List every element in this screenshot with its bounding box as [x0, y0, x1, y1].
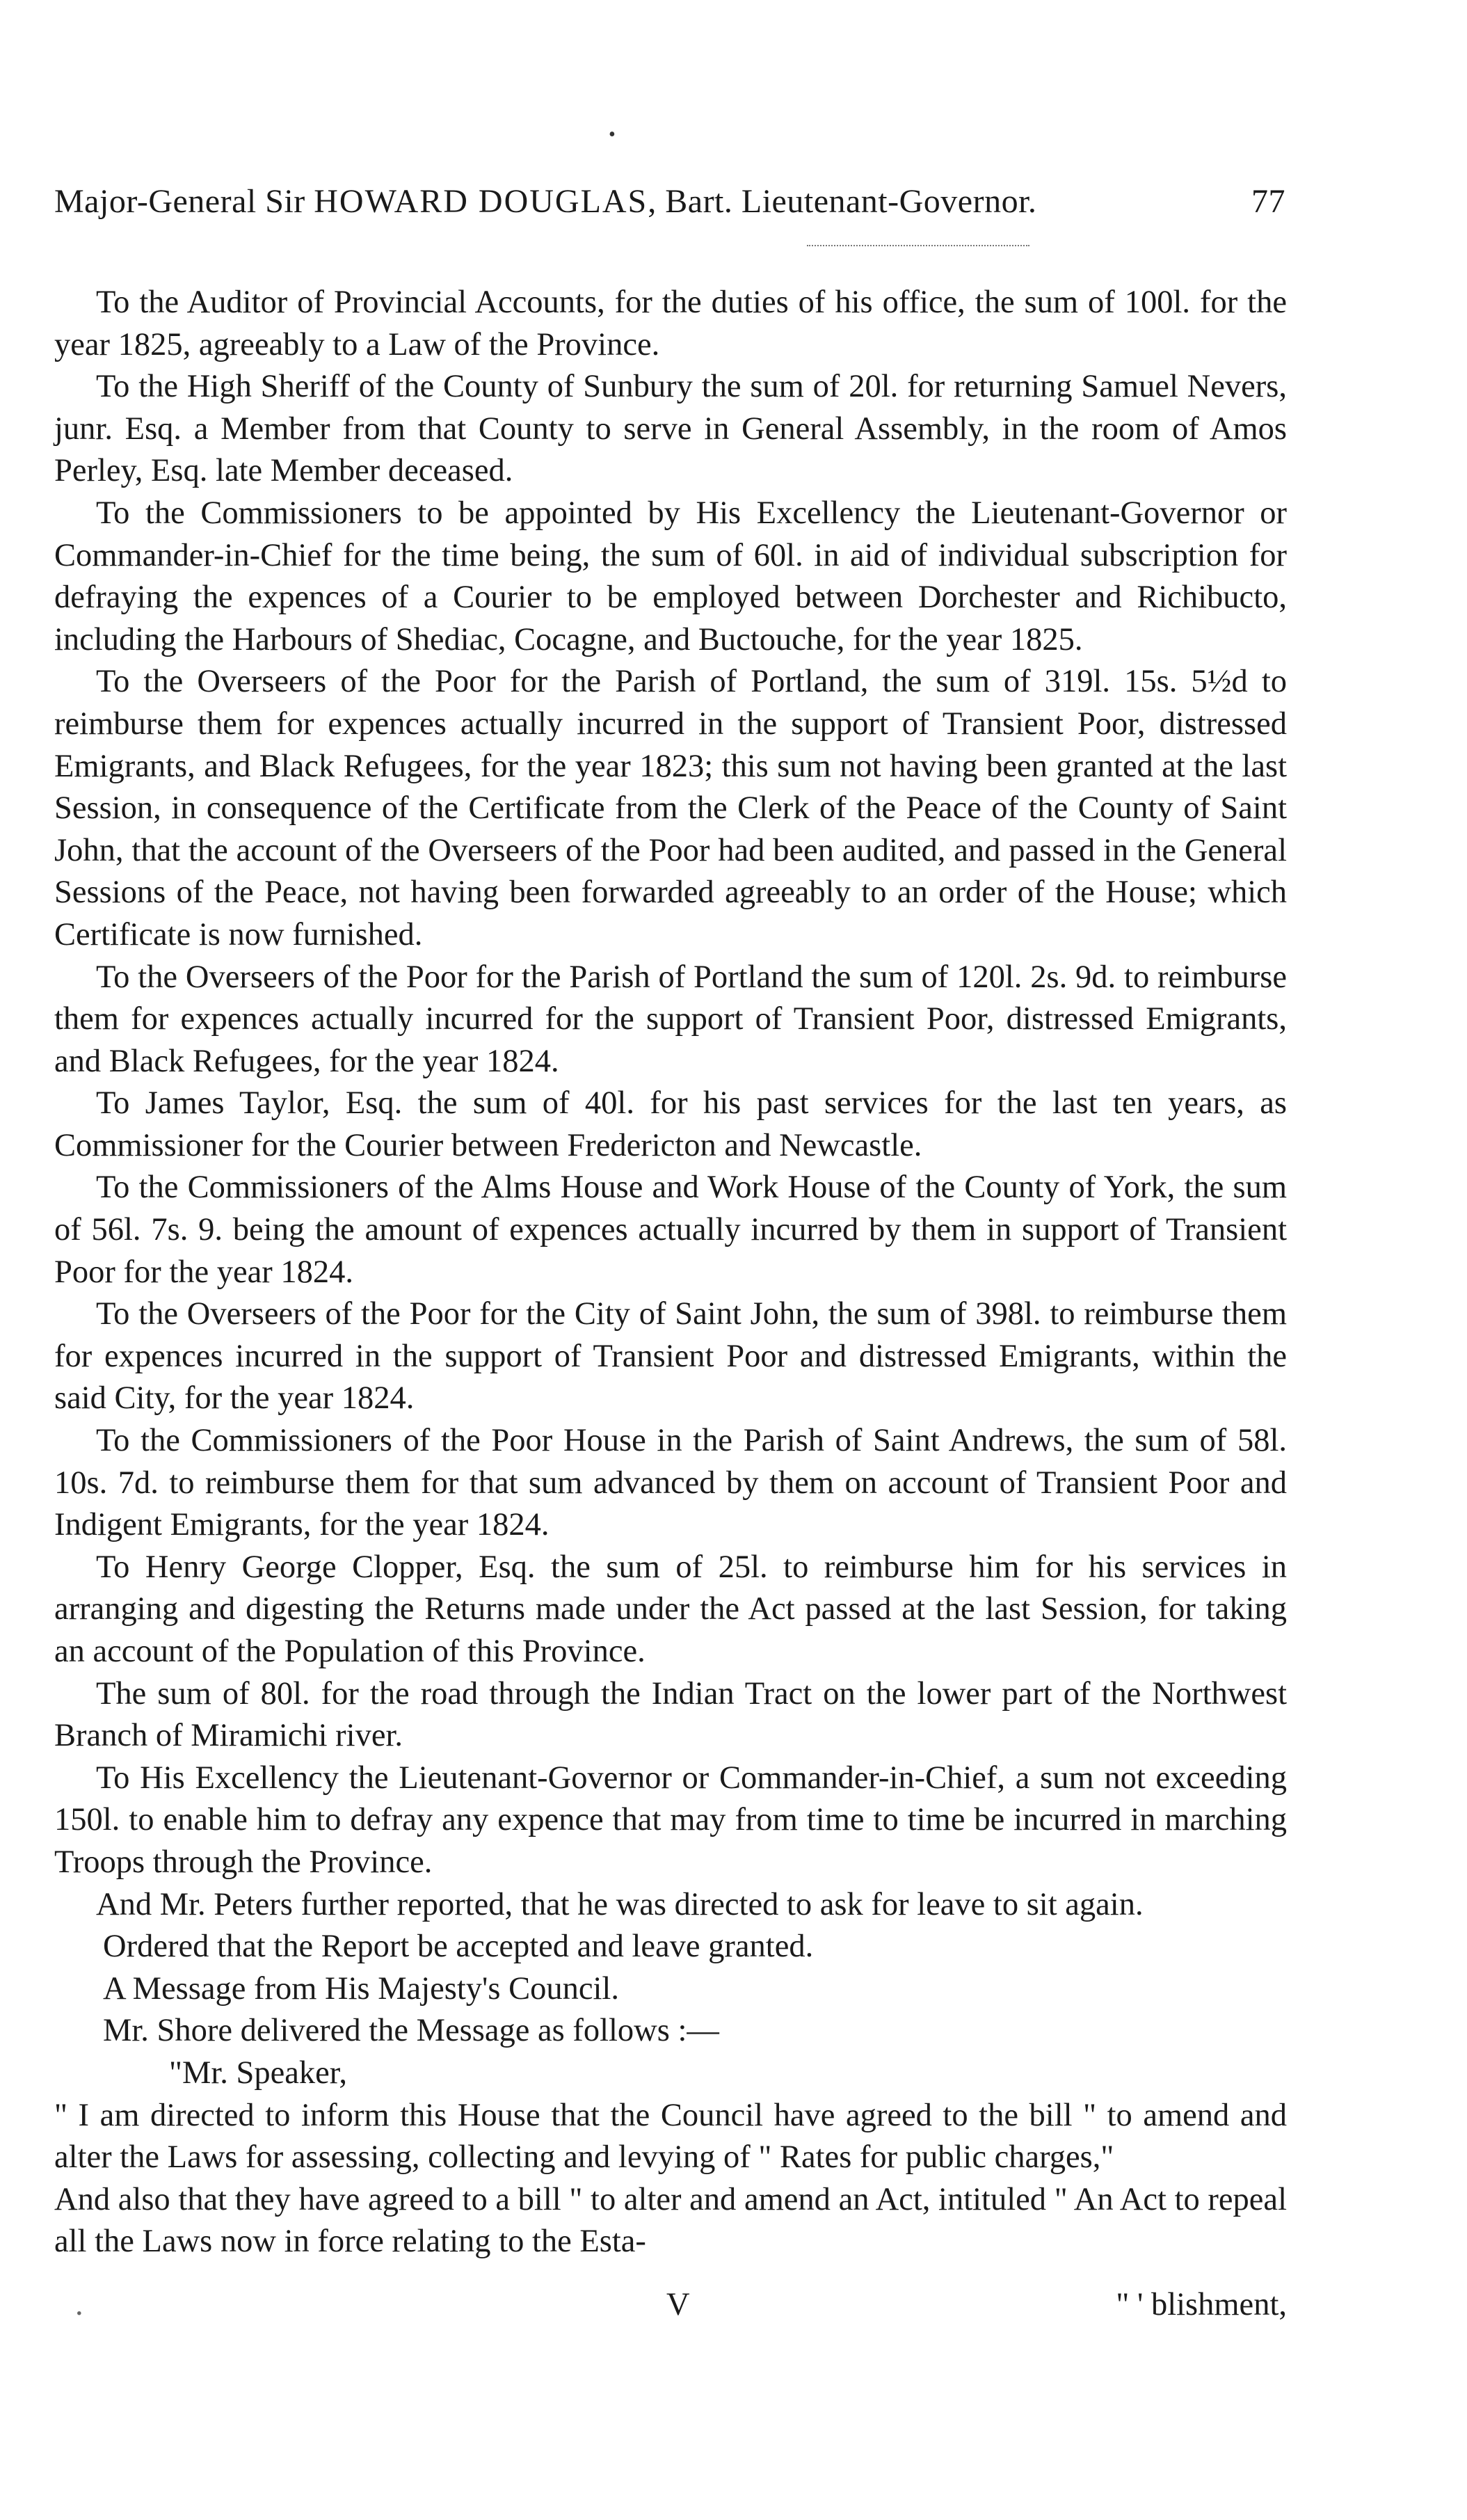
speaker-address: "Mr. Speaker,	[169, 2055, 348, 2091]
title-prefix: Major-General Sir	[54, 183, 314, 220]
paragraph: To the Commissioners to be appointed by His Excellency the Lieutenant-Governor or Commander-in-Chief for the time being, the sum of 60l. in aid of individual subscription for defraying the expences of a Courier to be employed between Dorchester and Richibucto, including the Harbours of Shediac, Cocagne, and Buctouche, for the year 1825.	[54, 495, 1287, 657]
paragraph: To the Commissioners of the Poor House in the Parish of Saint Andrews, the sum of 58l. 10s. 7d. to reimburse them for that sum advanced by them on account of Transient Poor and Indigent Emigrants, for the year 1824.	[54, 1423, 1287, 1543]
paragraph: The sum of 80l. for the road through the Indian Tract on the lower part of the Northwest Branch of Miramichi river.	[54, 1675, 1287, 1754]
paragraph: To the Commissioners of the Alms House and Work House of the County of York, the sum of 56l. 7s. 9. being the amount of expences actually incurred by them in support of Transient Poor for the year 1824.	[54, 1170, 1287, 1290]
running-head-title	[54, 182, 1036, 221]
paragraph: To Henry George Clopper, Esq. the sum of 25l. to reimburse him for his services in arranging and digesting the Returns made under the Act passed at the last Session, for taking an account of the Population of this Province.	[54, 1549, 1287, 1669]
message-line: A Message from His Majesty's Council.	[103, 1970, 619, 2007]
quoted-message: " I am directed to inform this House that the Council have agreed to the bill " to amend and alter the Laws for assessing, collecting and levying of " Rates for public charges,"	[54, 2097, 1287, 2176]
body-text	[54, 282, 1287, 2263]
paragraph: And Mr. Peters further reported, that he was directed to ask for leave to sit again.	[96, 1886, 1144, 1922]
paragraph: To His Excellency the Lieutenant-Governor or Commander-in-Chief, a sum not exceeding 150l. to enable him to defray any expence that may from time to time be incurred in marching Troops through the Province.	[54, 1760, 1287, 1880]
paragraph: To the High Sheriff of the County of Sunbury the sum of 20l. for returning Samuel Nevers, junr. Esq. a Member from that County to serve in General Assembly, in the room of Amos Perley, Esq. late Member deceased.	[54, 369, 1287, 489]
header-rule	[807, 245, 1029, 246]
paragraph: To the Overseers of the Poor for the Parish of Portland, the sum of 319l. 15s. 5½d to reimburse them for expences actually incurred in the support of Transient Poor, distressed Emigrants, and Black Refugees, for the year 1823; this sum not having been granted at the last Session, in consequence of the Certificate from the Clerk of the Peace of the County of Saint John, that the account of the Overseers of the Poor had been audited, and passed in the General Sessions of the Peace, not having been forwarded agreeably to an order of the House; which Certificate is now furnished.	[54, 664, 1287, 952]
paragraph: To the Overseers of the Poor for the Parish of Portland the sum of 120l. 2s. 9d. to reimburse them for expences actually incurred for the support of Transient Poor, distressed Emigrants, and Black Refugees, for the year 1824.	[54, 959, 1287, 1079]
quoted-message: And also that they have agreed to a bill " to alter and amend an Act, intituled " An Act to repeal all the Laws now in force relating to the Esta-	[54, 2181, 1287, 2260]
message-line: Mr. Shore delivered the Message as follows :—	[103, 2013, 719, 2049]
catchword: " ' blishment,	[1116, 2287, 1287, 2322]
running-head	[54, 182, 1285, 221]
footer-mark: .	[75, 2287, 83, 2322]
title-name: HOWARD DOUGLAS	[314, 183, 648, 220]
paragraph: To James Taylor, Esq. the sum of 40l. for his past services for the last ten years, as Commissioner for the Courier between Fredericton and Newcastle.	[54, 1085, 1287, 1163]
paragraph: To the Auditor of Provincial Accounts, for the duties of his office, the sum of 100l. for the year 1825, agreeably to a Law of the Province.	[54, 285, 1287, 362]
page-number: 77	[1251, 183, 1285, 220]
ink-speck: •	[609, 124, 616, 145]
message-line: Ordered that the Report be accepted and leave granted.	[103, 1929, 814, 1965]
paragraph: To the Overseers of the Poor for the City of Saint John, the sum of 398l. to reimburse them for expences incurred in the support of Transient Poor and distressed Emigrants, within the said City, for the year 1824.	[54, 1296, 1287, 1417]
signature-mark: V	[666, 2287, 690, 2322]
title-suffix: , Bart. Lieutenant-Governor.	[648, 183, 1037, 220]
